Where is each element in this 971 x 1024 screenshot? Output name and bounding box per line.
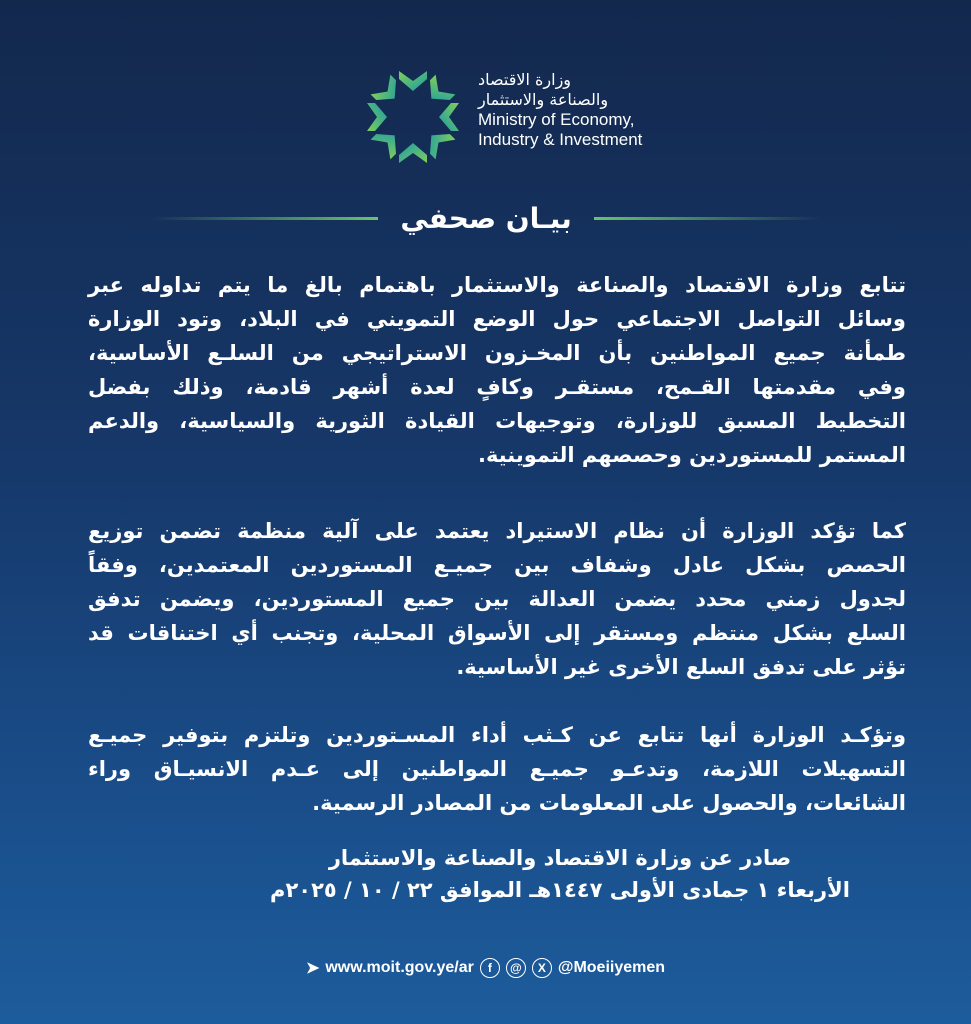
text-line: كما تؤكد الوزارة أن نظام الاستيراد يعتمد على آلية منظمة تضمن توزيع	[88, 519, 906, 543]
emblem-chevron	[421, 125, 455, 159]
emblem-chevron	[371, 125, 405, 159]
paragraph-3	[88, 718, 906, 820]
logo-arabic-line1: وزارة الاقتصاد	[478, 70, 572, 89]
facebook-icon[interactable]: f	[480, 958, 500, 978]
text-line: طمأنة جميع المواطنين بأن المخـزون الاستراتيجي من السلـع الأساسية،	[88, 341, 906, 365]
text-line: التخطيط المسبق للوزارة، وتوجيهات القيادة الثورية والسياسية، والدعم	[88, 409, 906, 433]
footer	[0, 958, 971, 978]
issuer: صادر عن وزارة الاقتصاد والصناعة والاستثمار	[328, 846, 792, 870]
social-handle[interactable]: @Moeiiyemen	[557, 959, 666, 976]
issue-date: الأربعاء ١ جمادى الأولى ١٤٤٧هـ الموافق ٢٢ / ١٠ / ٢٠٢٥م	[270, 878, 850, 902]
emblem-chevron	[439, 103, 459, 131]
threads-icon[interactable]: @	[506, 958, 526, 978]
text-line: وفي مقدمتها القـمح، مستقـر وكافٍ لعدة أشهر قادمة، وذلك بفضل	[88, 375, 906, 399]
text-line: الشائعات، والحصول على المعلومات من المصادر الرسمية.	[312, 791, 906, 815]
emblem-chevron	[367, 103, 387, 131]
title-divider-left	[150, 217, 378, 220]
logo-arabic-line2: والصناعة والاستثمار	[478, 90, 609, 109]
emblem-chevron	[399, 71, 427, 91]
signature	[200, 842, 920, 906]
text-line: تؤثر على تدفق السلع الأخرى غير الأساسية.	[456, 655, 906, 679]
ministry-emblem-icon	[358, 62, 468, 172]
emblem-chevron	[421, 75, 455, 109]
text-line: السلع بشكل منتظم ومستقر إلى الأسواق المحلية، وتجنب أي اختناقات قد	[88, 621, 906, 645]
page-title: بيـان صحفي	[400, 201, 572, 235]
emblem-chevron	[399, 143, 427, 163]
emblem-chevron	[371, 75, 405, 109]
paragraph-1	[88, 268, 906, 472]
text-line: التسهيلات اللازمة، وتدعـو جميـع المواطنين إلى عـدم الانسيـاق وراء	[88, 757, 906, 781]
text-line: تتابع وزارة الاقتصاد والصناعة والاستثمار باهتمام بالغ ما يتم تداوله عبر	[88, 273, 906, 297]
ministry-logo	[358, 62, 668, 172]
website-link[interactable]: www.moit.gov.ye/ar	[325, 959, 474, 976]
paragraph-2	[88, 514, 906, 684]
x-icon[interactable]: X	[532, 958, 552, 978]
text-line: المستمر للمستوردين وحصصهم التموينية.	[477, 443, 906, 467]
text-line: الحصص بشكل عادل وشفاف بين جميـع المستوردين المعتمدين، وفقاً	[88, 553, 906, 577]
cursor-icon: ➤	[305, 960, 320, 977]
logo-english-line2: Industry & Investment	[478, 130, 643, 149]
logo-english-line1: Ministry of Economy,	[478, 110, 635, 129]
title-divider-right	[594, 217, 822, 220]
text-line: لجدول زمني محدد يضمن العدالة بين جميع المستوردين، ويضمن تدفق	[88, 587, 906, 611]
text-line: وسائل التواصل الاجتماعي حول الوضع التمويني في البلاد، وتود الوزارة	[88, 307, 906, 331]
title-banner	[150, 198, 822, 238]
text-line: وتؤكـد الوزارة أنها تتابع عن كـثب أداء المسـتوردين وتلتزم بتوفير جميـع	[88, 723, 906, 747]
